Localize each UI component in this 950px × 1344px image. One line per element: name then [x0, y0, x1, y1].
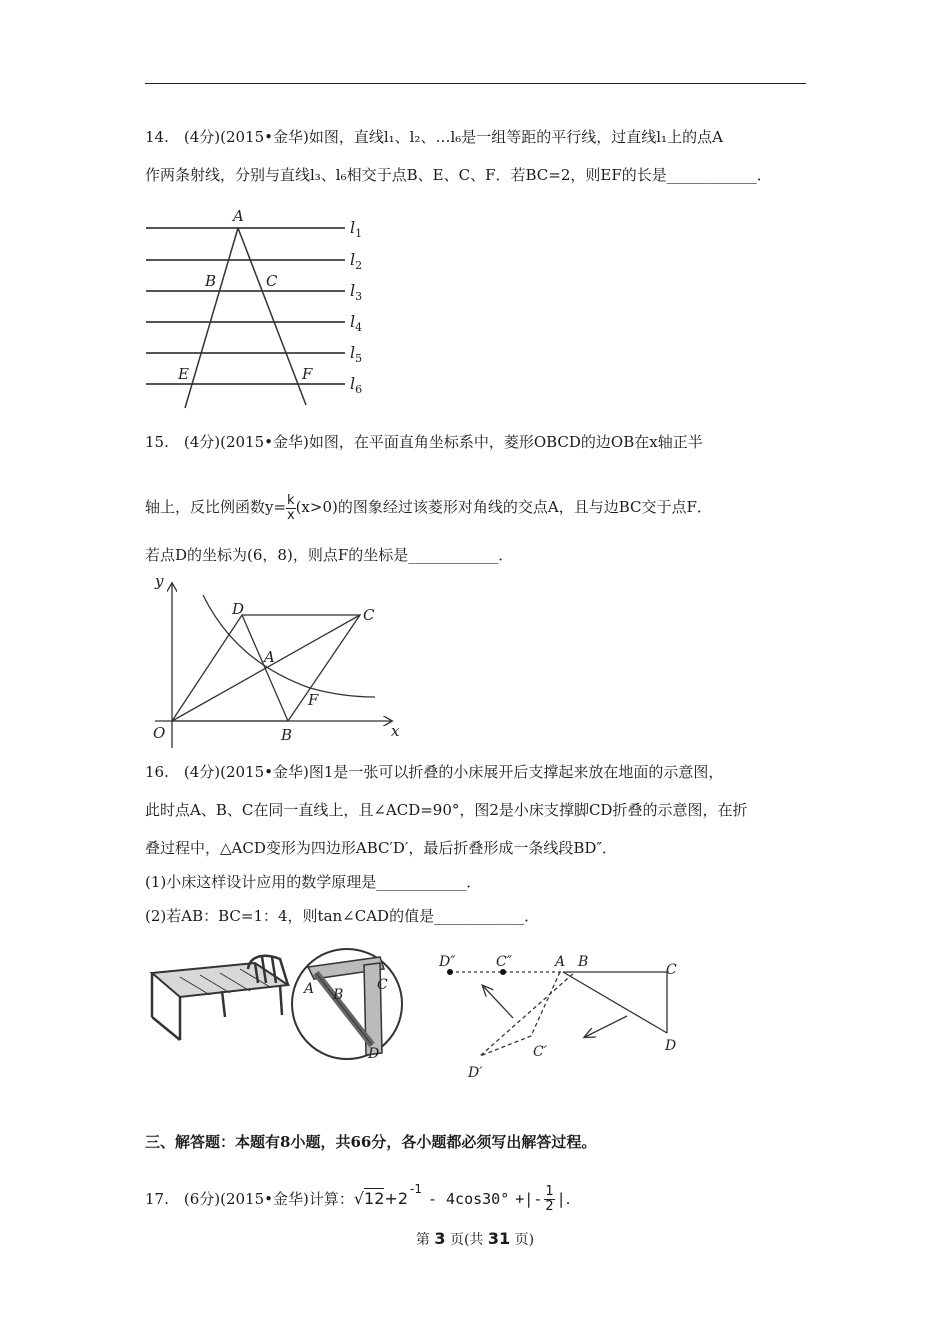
point-label-a: A	[304, 981, 315, 997]
fold-arrow-lower	[585, 1016, 627, 1037]
page-number: 3	[434, 1229, 446, 1248]
q15-line-2: 轴上，反比例函数y= $\frac{k}{x}$ (x>0)的图象经过该菱形对角线的交点A，且与边BC交于点F．	[145, 492, 712, 523]
hyperbola-curve	[203, 595, 375, 697]
point-label-a: A	[264, 648, 275, 666]
segment-ad	[563, 972, 667, 1033]
q15-line-1: 15. (4分)(2015•金华)如图，在平面直角坐标系中，菱形OBCD的边OB在x轴正半	[145, 433, 703, 451]
answer-blank: ____________	[408, 546, 499, 564]
q16-line-1: 16. (4分)(2015•金华)图1是一张可以折叠的小床展开后支撑起来放在地面的示意图，	[145, 763, 724, 781]
line-label-l1: $l_1$	[350, 218, 363, 240]
point-label-d: D	[665, 1038, 677, 1054]
point-label-c-prime: C′	[533, 1044, 547, 1060]
q14-parallel-lines-figure	[140, 205, 380, 410]
line-label-l6: $l_6$	[350, 374, 363, 396]
point-label-c: C	[363, 606, 375, 624]
point-label-d: D	[368, 1046, 380, 1062]
answer-blank: ____________	[434, 907, 525, 925]
point-label-a: A	[233, 207, 244, 225]
point-label-a: A	[555, 954, 566, 970]
axis-label-x: x	[391, 722, 400, 740]
q14-line-1: 14. (4分)(2015•金华)如图，直线l₁、l₂、…l₆是一组等距的平行线，过直线l₁上的点A	[145, 128, 723, 146]
fold-arrow-upper	[483, 986, 513, 1018]
ray-ae	[185, 228, 238, 408]
axis-label-y: y	[155, 572, 164, 590]
point-label-b: B	[333, 987, 344, 1003]
point-label-d-prime: D′	[468, 1065, 483, 1081]
answer-blank: ____________	[666, 166, 757, 184]
point-label-o: O	[153, 724, 166, 742]
folding-bed-photo	[140, 945, 290, 1045]
quadrilateral-abc-d-prime	[480, 972, 575, 1056]
point-label-d-double-prime: D″	[439, 954, 456, 970]
point-label-c: C	[266, 272, 278, 290]
point-label-c-double-prime: C″	[496, 954, 512, 970]
q16-sub-2: (2)若AB：BC=1：4，则tan∠CAD的值是____________．	[145, 907, 540, 925]
fraction-one-half: $\frac{1}{2}$	[545, 1183, 554, 1214]
q15-line-3: 若点D的坐标为(6，8)，则点F的坐标是____________．	[145, 546, 514, 564]
line-label-l2: $l_2$	[350, 250, 363, 272]
point-label-d: D	[232, 600, 245, 618]
point-label-f: F	[302, 365, 313, 383]
q14-line-2: 作两条射线，分别与直线l₃、l₆相交于点B、E、C、F．若BC=2，则EF的长是____________．	[145, 166, 772, 184]
total-pages: 31	[487, 1229, 511, 1248]
sqrt-12: √12	[353, 1189, 385, 1208]
q16-sub-1: (1)小床这样设计应用的数学原理是____________．	[145, 873, 482, 891]
line-label-l4: $l_4$	[350, 312, 363, 334]
point-label-c: C	[666, 962, 677, 978]
point-label-b: B	[578, 954, 589, 970]
q15-rhombus-figure	[145, 570, 410, 755]
page-footer: 第 3 页(共 31 页)	[415, 1229, 535, 1248]
exponent: -1	[410, 1182, 422, 1196]
line-label-l3: $l_3$	[350, 281, 363, 303]
q16-folding-diagram	[435, 950, 695, 1085]
q16-line-3: 叠过程中，△ACD变形为四边形ABC′D′，最后折叠形成一条线段BD″．	[145, 839, 617, 857]
q17-line: 17. (6分)(2015•金华)计算： √12 +2 -1 - 4cos30° +|- $\frac{1}{2}$ | .	[145, 1182, 570, 1216]
header-rule	[145, 83, 806, 84]
diagonal-oc	[172, 615, 360, 721]
point-label-c: C	[377, 977, 388, 993]
line-label-l5: $l_5$	[350, 343, 363, 365]
point-label-b: B	[205, 272, 217, 290]
ray-af	[238, 228, 306, 405]
point-label-e: E	[178, 365, 189, 383]
diagonal-db	[242, 615, 288, 721]
section-3-title: 三、解答题：本题有8小题，共66分，各小题都必须写出解答过程。	[145, 1133, 597, 1151]
fraction-k-over-x: $\frac{k}{x}$	[286, 492, 295, 523]
q16-line-2: 此时点A、B、C在同一直线上，且∠ACD=90°，图2是小床支撑脚CD折叠的示意图，在折	[145, 801, 748, 819]
point-label-b: B	[281, 726, 293, 744]
answer-blank: ____________	[376, 873, 467, 891]
point-label-f: F	[308, 691, 319, 709]
bed-leg-detail-figure	[288, 945, 406, 1063]
